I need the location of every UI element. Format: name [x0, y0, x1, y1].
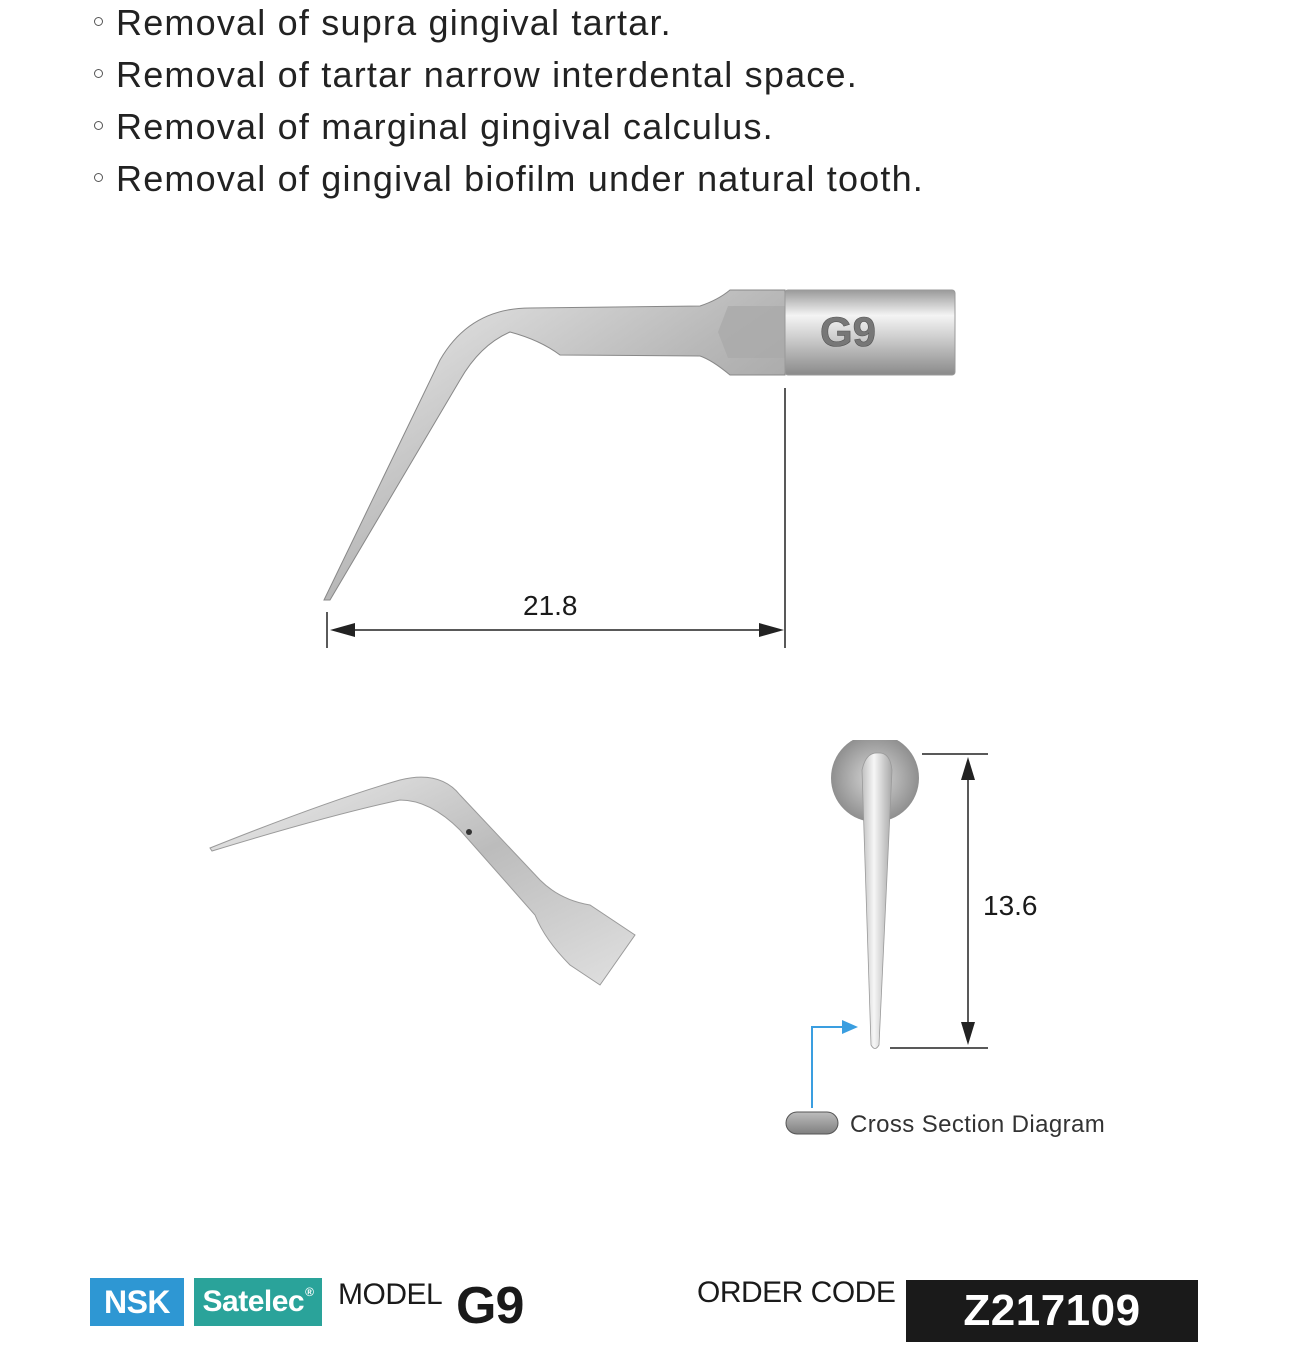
satelec-logo [194, 1278, 322, 1326]
feature-text: Removal of tartar narrow interdental space. [116, 54, 858, 95]
feature-list [90, 0, 924, 208]
tip-engraving: G9 [820, 308, 877, 355]
feature-item [90, 156, 924, 208]
feature-item [90, 52, 924, 104]
registered-mark-icon: ® [305, 1285, 314, 1299]
nsk-logo [90, 1278, 184, 1326]
feature-text: Removal of marginal gingival calculus. [116, 106, 774, 147]
depth-dimension-label: 13.6 [983, 890, 1038, 921]
side-view-tip-illustration [300, 270, 980, 670]
bullet-icon [94, 173, 103, 182]
feature-text: Removal of gingival biofilm under natural tooth. [116, 158, 925, 199]
feature-item [90, 0, 924, 52]
bullet-icon [94, 69, 103, 78]
feature-text: Removal of supra gingival tartar. [116, 2, 672, 43]
cross-section-label: Cross Section Diagram [850, 1111, 1106, 1138]
order-code-value: Z217109 [906, 1280, 1198, 1342]
bullet-icon [94, 17, 103, 26]
nsk-logo-text: NSK [103, 1283, 171, 1320]
model-value: G9 [456, 1277, 524, 1335]
front-view-tip-illustration [780, 740, 1000, 1140]
perspective-tip-illustration [200, 760, 650, 1000]
length-dimension-label: 21.8 [523, 590, 578, 621]
satelec-logo-text: Satelec [202, 1285, 305, 1318]
bullet-icon [94, 121, 103, 130]
order-code-label: ORDER CODE [697, 1276, 896, 1309]
model-label: MODEL [338, 1278, 443, 1311]
product-footer [0, 1270, 1312, 1352]
feature-item [90, 104, 924, 156]
